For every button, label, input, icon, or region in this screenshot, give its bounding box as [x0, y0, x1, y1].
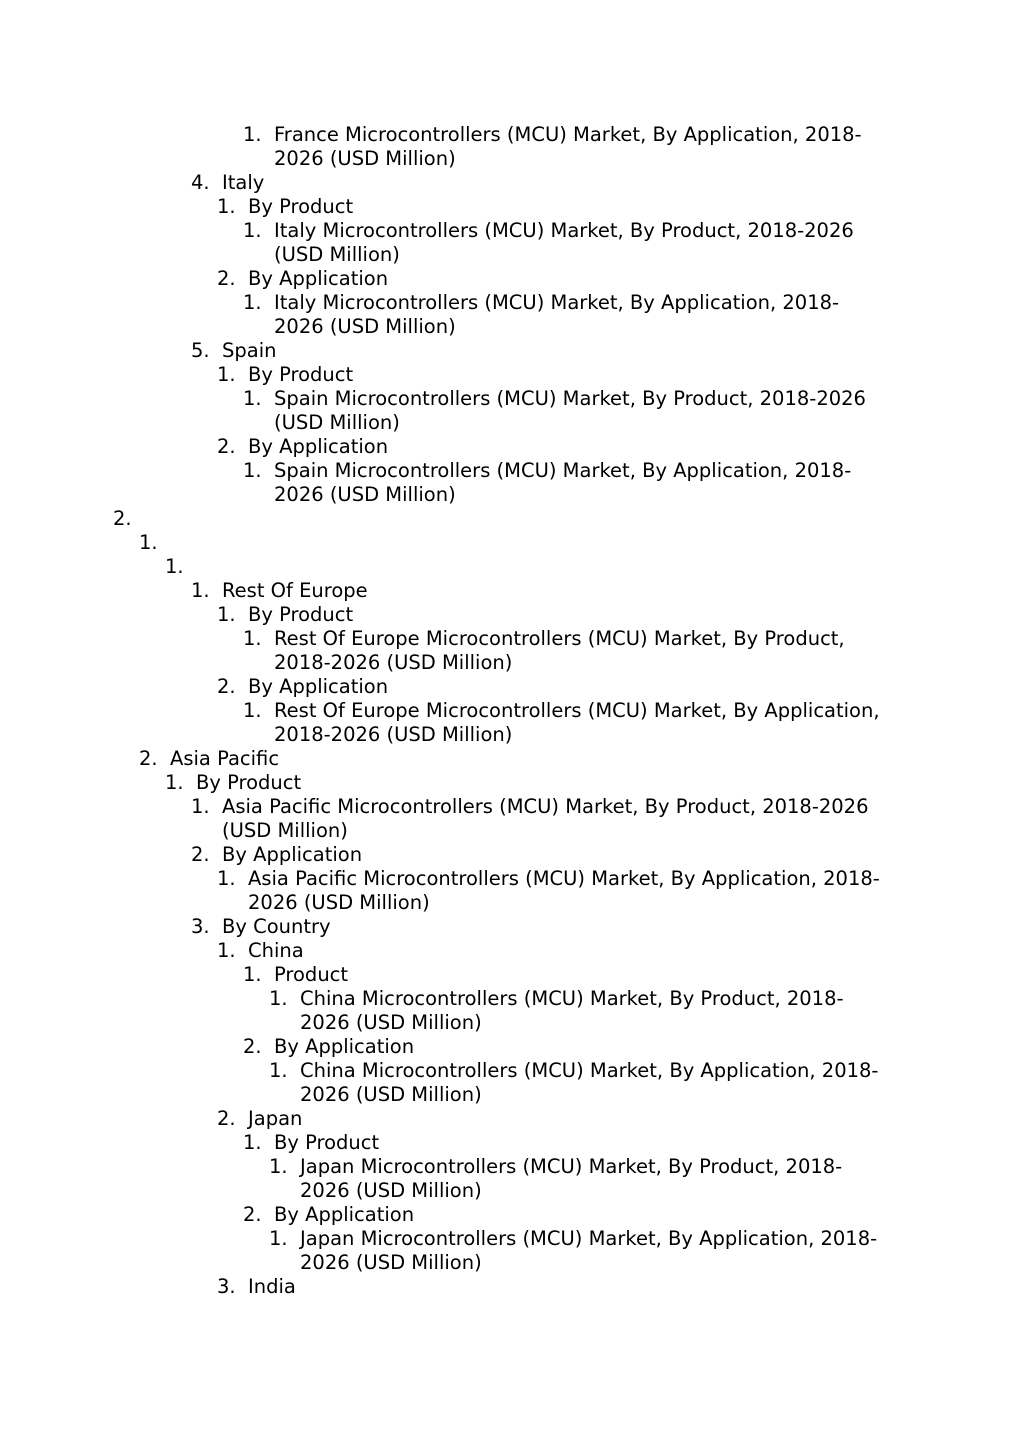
toc-entry — [0, 507, 1023, 531]
toc-entry-number: 1. — [191, 579, 210, 602]
toc-entry — [0, 339, 1023, 363]
toc-entry — [0, 1059, 1023, 1083]
toc-entry-number: 1. — [243, 291, 262, 314]
toc-entry-number: 1. — [269, 1155, 288, 1178]
toc-entry-number: 2. — [113, 507, 132, 530]
toc-entry — [0, 1227, 1023, 1251]
toc-entry-text: Spain Microcontrollers (MCU) Market, By Application, 2018- — [274, 459, 852, 482]
toc-entry-number: 4. — [191, 171, 210, 194]
toc-entry-number: 1. — [217, 867, 236, 890]
toc-entry-text: China Microcontrollers (MCU) Market, By Product, 2018- — [300, 987, 844, 1010]
toc-entry — [0, 699, 1023, 723]
toc-entry — [0, 1107, 1023, 1131]
toc-entry-text: Rest Of Europe — [222, 579, 368, 602]
toc-entry-number: 2. — [139, 747, 158, 770]
toc-entry-number: 3. — [217, 1275, 236, 1298]
toc-entry — [0, 459, 1023, 483]
toc-entry-text: 2026 (USD Million) — [300, 1083, 482, 1106]
toc-entry-continuation — [0, 723, 1023, 747]
toc-entry-number: 2. — [217, 435, 236, 458]
toc-entry — [0, 987, 1023, 1011]
toc-entry — [0, 603, 1023, 627]
toc-entry-text: 2026 (USD Million) — [274, 315, 456, 338]
toc-entry — [0, 675, 1023, 699]
toc-entry-number: 1. — [243, 123, 262, 146]
toc-entry-continuation — [0, 483, 1023, 507]
toc-entry-text: Italy Microcontrollers (MCU) Market, By Product, 2018-2026 — [274, 219, 854, 242]
toc-entry-continuation — [0, 1251, 1023, 1275]
toc-entry-number: 1. — [269, 1059, 288, 1082]
toc-entry-number: 2. — [217, 267, 236, 290]
toc-entry-text: By Application — [274, 1203, 415, 1226]
toc-entry-number: 3. — [191, 915, 210, 938]
toc-entry — [0, 771, 1023, 795]
toc-entry-text: Product — [274, 963, 349, 986]
toc-entry-text: By Application — [248, 435, 389, 458]
toc-entry — [0, 555, 1023, 579]
toc-entry-text: Italy Microcontrollers (MCU) Market, By Application, 2018- — [274, 291, 840, 314]
toc-entry-continuation — [0, 819, 1023, 843]
toc-entry-number: 2. — [217, 1107, 236, 1130]
toc-entry-text: 2026 (USD Million) — [248, 891, 430, 914]
toc-entry-number: 1. — [269, 987, 288, 1010]
toc-entry — [0, 867, 1023, 891]
toc-entry-number: 1. — [165, 771, 184, 794]
toc-entry-text: Asia Pacific Microcontrollers (MCU) Market, By Application, 2018- — [248, 867, 880, 890]
toc-entry-text: Japan Microcontrollers (MCU) Market, By Application, 2018- — [300, 1227, 878, 1250]
toc-entry — [0, 1275, 1023, 1299]
toc-entry-continuation — [0, 411, 1023, 435]
toc-entry-text: By Product — [196, 771, 302, 794]
toc-entry-number: 1. — [139, 531, 158, 554]
toc-entry-text: China — [248, 939, 304, 962]
toc-entry-number: 2. — [243, 1203, 262, 1226]
toc-entry-number: 1. — [243, 627, 262, 650]
toc-entry — [0, 531, 1023, 555]
toc-entry-number: 2. — [217, 675, 236, 698]
toc-entry-continuation — [0, 315, 1023, 339]
toc-entry — [0, 435, 1023, 459]
toc-entry-text: (USD Million) — [222, 819, 348, 842]
toc-entry-number: 1. — [243, 219, 262, 242]
toc-entry-text: India — [248, 1275, 296, 1298]
toc-entry-number: 1. — [243, 699, 262, 722]
toc-entry-continuation — [0, 147, 1023, 171]
toc-entry-text: Japan Microcontrollers (MCU) Market, By Product, 2018- — [300, 1155, 843, 1178]
toc-entry-text: By Application — [274, 1035, 415, 1058]
toc-entry-continuation — [0, 1083, 1023, 1107]
toc-entry-number: 2. — [243, 1035, 262, 1058]
toc-entry-number: 1. — [217, 363, 236, 386]
toc-entry-number: 2. — [191, 843, 210, 866]
toc-entry-continuation — [0, 1011, 1023, 1035]
toc-entry — [0, 915, 1023, 939]
toc-entry-text: 2026 (USD Million) — [300, 1251, 482, 1274]
toc-entry-text: (USD Million) — [274, 411, 400, 434]
toc-entry — [0, 291, 1023, 315]
toc-entry-number: 1. — [191, 795, 210, 818]
toc-entry — [0, 1131, 1023, 1155]
toc-entry-text: By Country — [222, 915, 331, 938]
toc-entry-text: By Product — [248, 363, 354, 386]
toc-entry — [0, 795, 1023, 819]
toc-entry-number: 1. — [217, 195, 236, 218]
toc-entry-text: Spain — [222, 339, 277, 362]
toc-entry — [0, 171, 1023, 195]
toc-entry — [0, 1035, 1023, 1059]
toc-entry-number: 1. — [243, 459, 262, 482]
toc-entry — [0, 939, 1023, 963]
toc-entry-text: By Product — [274, 1131, 380, 1154]
toc-entry-text: Asia Pacific Microcontrollers (MCU) Market, By Product, 2018-2026 — [222, 795, 869, 818]
toc-entry-text: Rest Of Europe Microcontrollers (MCU) Market, By Product, — [274, 627, 845, 650]
toc-entry — [0, 963, 1023, 987]
toc-entry-number: 1. — [165, 555, 184, 578]
toc-entry-text: 2018-2026 (USD Million) — [274, 651, 513, 674]
toc-entry-text: 2026 (USD Million) — [274, 483, 456, 506]
toc-entry-text: France Microcontrollers (MCU) Market, By Application, 2018- — [274, 123, 862, 146]
toc-entry — [0, 219, 1023, 243]
toc-entry-text: By Application — [248, 675, 389, 698]
toc-entry-text: Japan — [248, 1107, 303, 1130]
toc-entry-text: Spain Microcontrollers (MCU) Market, By Product, 2018-2026 — [274, 387, 866, 410]
toc-entry — [0, 195, 1023, 219]
toc-entry-text: (USD Million) — [274, 243, 400, 266]
toc-entry-continuation — [0, 243, 1023, 267]
toc-entry — [0, 1155, 1023, 1179]
toc-entry-text: By Product — [248, 195, 354, 218]
toc-entry — [0, 843, 1023, 867]
toc-entry — [0, 579, 1023, 603]
toc-entry-number: 1. — [243, 963, 262, 986]
toc-entry-text: China Microcontrollers (MCU) Market, By Application, 2018- — [300, 1059, 879, 1082]
toc-entry-number: 1. — [217, 939, 236, 962]
toc-entry-text: Italy — [222, 171, 265, 194]
toc-entry-text: By Application — [222, 843, 363, 866]
toc-entry-number: 5. — [191, 339, 210, 362]
toc-entry-continuation — [0, 651, 1023, 675]
toc-entry-continuation — [0, 1179, 1023, 1203]
toc-entry-text: Rest Of Europe Microcontrollers (MCU) Market, By Application, — [274, 699, 880, 722]
toc-entry-text: By Application — [248, 267, 389, 290]
toc-entry — [0, 387, 1023, 411]
table-of-contents — [0, 123, 1023, 1299]
toc-entry — [0, 747, 1023, 771]
toc-entry — [0, 627, 1023, 651]
toc-entry — [0, 267, 1023, 291]
toc-entry — [0, 363, 1023, 387]
toc-entry-text: Asia Pacific — [170, 747, 280, 770]
toc-entry-number: 1. — [243, 387, 262, 410]
toc-entry-number: 1. — [269, 1227, 288, 1250]
toc-entry-text: 2026 (USD Million) — [300, 1011, 482, 1034]
toc-entry-continuation — [0, 891, 1023, 915]
toc-entry — [0, 123, 1023, 147]
toc-entry-text: By Product — [248, 603, 354, 626]
toc-entry-number: 1. — [243, 1131, 262, 1154]
toc-entry-text: 2018-2026 (USD Million) — [274, 723, 513, 746]
toc-entry-text: 2026 (USD Million) — [300, 1179, 482, 1202]
toc-entry — [0, 1203, 1023, 1227]
toc-entry-number: 1. — [217, 603, 236, 626]
toc-entry-text: 2026 (USD Million) — [274, 147, 456, 170]
